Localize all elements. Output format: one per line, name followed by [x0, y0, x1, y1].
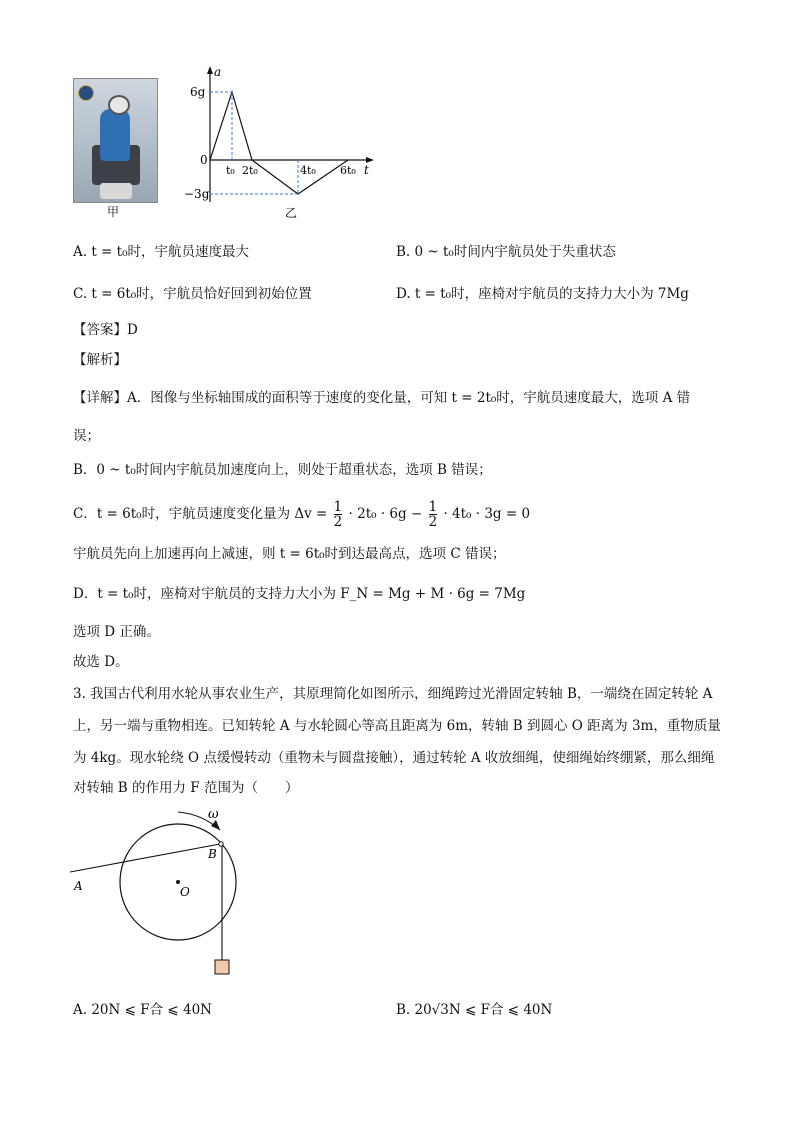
waterwheel-figure	[70, 800, 260, 985]
label-origin: 0	[200, 153, 208, 167]
fraction-half-1	[334, 500, 343, 529]
label-a-point: A	[74, 879, 83, 893]
fraction-half-2	[429, 500, 438, 529]
q2-detail-c-part3: · 4t₀ · 3g = 0	[443, 506, 531, 522]
q2-detail-c	[73, 500, 530, 529]
q2-detail-d: D．t = t₀时，座椅对宇航员的支持力大小为 F_N = Mg + M · 6g = 7Mg	[73, 586, 526, 602]
q2-detail-c-part2: · 2t₀ · 6g −	[348, 506, 423, 522]
q2-option-d: D. t = t₀时，座椅对宇航员的支持力大小为 7Mg	[396, 286, 689, 302]
q2-detail-a: 【详解】A．图像与坐标轴围成的面积等于速度的变化量，可知 t = 2t₀时，宇航员速度最大，选项 A 错	[73, 390, 691, 406]
q3-stem-line4: 对转轴 B 的作用力 F 范围为（ ）	[73, 780, 299, 796]
label-6g: 6g	[190, 85, 206, 99]
frac-num-2: 1	[428, 499, 438, 515]
photo-base	[100, 183, 132, 199]
center-o	[176, 880, 180, 884]
rope-a-to-b	[70, 844, 220, 872]
q3-stem-line3: 为 4kg。现水轮绕 O 点缓慢转动（重物未与圆盘接触），通过转轮 A 收放细绳，使细绳始终绷紧，那么细绳	[73, 750, 715, 766]
q2-detail-d-conclusion: 选项 D 正确。	[73, 624, 160, 640]
astronaut-photo	[73, 78, 158, 203]
q2-detail-b: B．0 ~ t₀时间内宇航员加速度向上，则处于超重状态，选项 B 错误；	[73, 462, 492, 478]
tick-2t0: 2t₀	[242, 164, 258, 177]
frac-den-2: 2	[428, 514, 438, 530]
frac-num-1: 1	[333, 499, 343, 515]
q2-detail-c-part1: C．t = 6t₀时，宇航员速度变化量为 Δv =	[73, 506, 328, 522]
q2-option-a: A. t = t₀时，宇航员速度最大	[73, 244, 249, 260]
acceleration-graph	[180, 62, 380, 222]
q3-option-b: B. 20√3N ⩽ F合 ⩽ 40N	[396, 1002, 553, 1018]
q2-answer: 【答案】D	[73, 322, 138, 338]
label-omega: ω	[208, 807, 219, 822]
photo-helmet	[108, 95, 130, 115]
emblem-icon	[78, 85, 94, 101]
q2-analysis-heading: 【解析】	[73, 352, 127, 368]
q3-stem-line2: 上，另一端与重物相连。已知转轮 A 与水轮圆心等高且距离为 6m，转轴 B 到圆心 O 距离为 3m，重物质量	[73, 718, 721, 734]
weight-block	[215, 960, 229, 974]
graph-caption: 乙	[285, 206, 298, 220]
q2-option-b: B. 0 ~ t₀时间内宇航员处于失重状态	[396, 244, 616, 260]
pivot-b	[219, 842, 223, 846]
q2-detail-c-cont: 宇航员先向上加速再向上减速，则 t = 6t₀时到达最高点，选项 C 错误；	[73, 546, 506, 562]
label-o-point: O	[180, 885, 190, 899]
label-t: t	[364, 163, 369, 177]
accel-curve	[210, 92, 348, 194]
tick-4t0: 4t₀	[300, 164, 316, 177]
tick-t0: t₀	[226, 164, 235, 177]
q3-option-a: A. 20N ⩽ F合 ⩽ 40N	[73, 1002, 212, 1018]
label-b-point: B	[208, 847, 217, 861]
q3-stem-line1: 3. 我国古代利用水轮从事农业生产，其原理简化如图所示，细绳跨过光滑固定转轴 B，一端绕在固定转轮 A	[73, 686, 713, 702]
frac-den-1: 2	[333, 514, 343, 530]
q2-option-c: C. t = 6t₀时，宇航员恰好回到初始位置	[73, 286, 312, 302]
photo-caption: 甲	[107, 205, 120, 219]
label-a: a	[214, 65, 222, 79]
q2-detail-a-cont: 误；	[73, 428, 100, 444]
label-neg3g: −3g	[184, 187, 210, 201]
a-axis-arrow	[207, 66, 213, 74]
tick-6t0: 6t₀	[340, 164, 356, 177]
photo-astronaut	[100, 109, 130, 161]
q2-final: 故选 D。	[73, 654, 129, 670]
